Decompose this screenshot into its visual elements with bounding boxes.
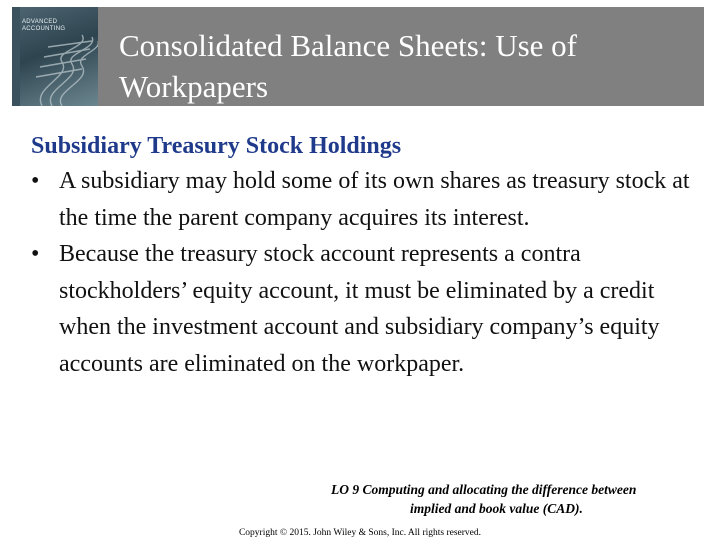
- bullet-text: A subsidiary may hold some of its own shares as treasury stock at the time the parent company acquires its interest.: [59, 168, 690, 231]
- bullet-icon: •: [31, 241, 40, 267]
- section-heading: Subsidiary Treasury Stock Holdings: [31, 133, 402, 159]
- bullet-icon: •: [31, 168, 40, 194]
- title-banner: [12, 7, 704, 106]
- learning-objective-line1: LO 9 Computing and allocating the difference between: [331, 482, 637, 497]
- book-cover-title: ADVANCED ACCOUNTING: [22, 19, 66, 32]
- bullet-list: [31, 163, 701, 382]
- book-cover-image: [12, 7, 98, 106]
- learning-objective-note: [331, 480, 711, 518]
- slide-title: Consolidated Balance Sheets: Use of Workpapers: [119, 28, 578, 104]
- learning-objective-line2: implied and book value (CAD).: [410, 501, 583, 516]
- bullet-item: [31, 163, 701, 236]
- bullet-text: Because the treasury stock account represents a contra stockholders’ equity account, it must be eliminated by a credit when the investment account and subsidiary company’s equity accounts are eliminated on the workpaper.: [59, 241, 660, 377]
- slide-body: [31, 131, 701, 382]
- copyright-notice: Copyright © 2015. John Wiley & Sons, Inc. All rights reserved.: [238, 528, 482, 538]
- bullet-item: [31, 236, 701, 382]
